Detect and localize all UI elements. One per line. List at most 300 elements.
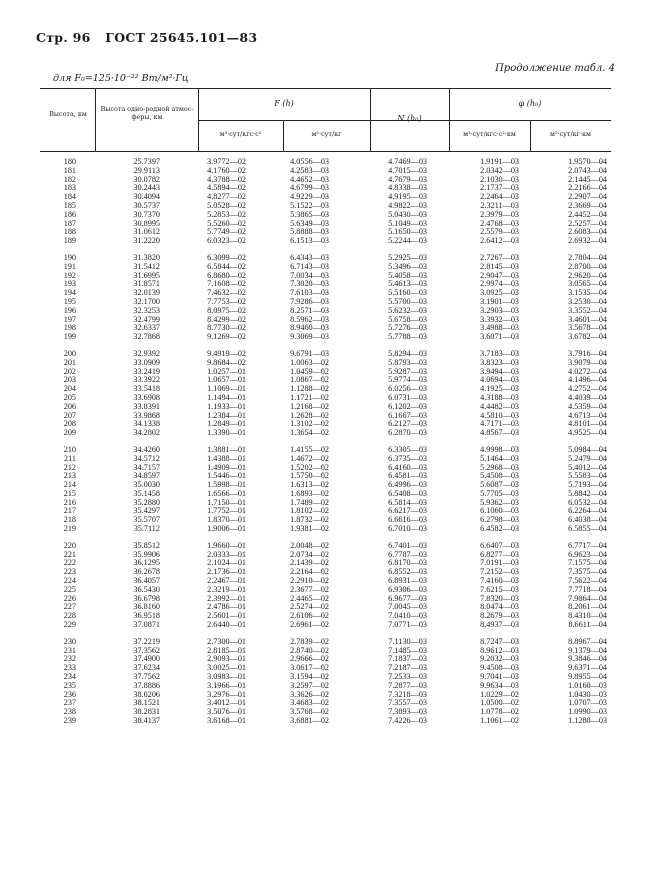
phi-unit2-cell: 7.9864—04	[568, 593, 607, 603]
phi-unit1-cell: 3.0925—03	[480, 288, 519, 298]
n-cell: 6.8552—03	[388, 567, 427, 577]
n-cell: 6.7787—03	[388, 549, 427, 559]
phi-unit1-cell: 3.8323—03	[480, 357, 519, 367]
phi-unit2-cell: 2.2166—04	[568, 183, 607, 193]
phi-unit1-cell: 2.7267—03	[480, 252, 519, 262]
uniform-height-cell: 33.2419	[133, 366, 160, 376]
table-row	[40, 333, 611, 342]
phi-unit1-cell: 9.2032—03	[480, 654, 519, 664]
f-unit2-cell: 3.0617—02	[290, 663, 329, 673]
uniform-height-cell: 30.0782	[133, 174, 160, 184]
uniform-height-cell: 31.8571	[133, 279, 160, 289]
f-unit1-cell: 5.7749—02	[207, 227, 246, 237]
phi-unit1-cell: 2.5579—03	[480, 227, 519, 237]
phi-unit2-cell: 4.5359—04	[568, 401, 607, 411]
phi-unit1-cell: 8.4937—03	[480, 620, 519, 630]
uniform-height-cell: 30.2443	[133, 183, 160, 193]
phi-unit1-cell: 4.4482—03	[480, 401, 519, 411]
f-unit1-cell: 1.0657—01	[207, 375, 246, 385]
f-unit2-cell: 1.5202—02	[290, 462, 329, 472]
phi-unit1-cell: 4.9998—03	[480, 444, 519, 454]
f-unit2-cell: 7.9286—03	[290, 296, 329, 306]
table-header-rule	[40, 151, 611, 152]
phi-unit2-cell: 5.2479—04	[568, 453, 607, 463]
n-cell: 5.2244—03	[388, 236, 427, 246]
n-cell: 4.9822—03	[388, 200, 427, 210]
n-cell: 5.9774—03	[388, 375, 427, 385]
uniform-height-cell: 33.5418	[133, 384, 160, 394]
uniform-height-cell: 32.1700	[133, 296, 160, 306]
phi-unit1-cell: 2.3979—03	[480, 209, 519, 219]
phi-unit2-cell: 7.5622—04	[568, 576, 607, 586]
f-unit1-cell: 6.8680—02	[207, 270, 246, 280]
phi-unit1-cell: 4.8567—03	[480, 428, 519, 438]
f-unit1-cell: 1.3881—01	[207, 444, 246, 454]
f-unit1-cell: 3.0025—01	[207, 663, 246, 673]
n-cell: 5.1049—03	[388, 218, 427, 228]
height-cell: 201	[63, 357, 76, 367]
phi-unit2-cell: 8.6611—04	[568, 620, 607, 630]
f-unit1-cell: 5.0528—02	[207, 200, 246, 210]
n-cell: 5.5700—03	[388, 296, 427, 306]
n-cell: 6.7010—03	[388, 524, 427, 534]
f-unit2-cell: 4.9229—03	[290, 192, 329, 202]
n-cell: 4.8338—03	[388, 183, 427, 193]
phi-unit1-cell: 2.4768—03	[480, 218, 519, 228]
uniform-height-cell: 37.0871	[133, 620, 160, 630]
uniform-height-cell: 34.4260	[133, 444, 160, 454]
f-unit2-cell: 9.6791—03	[290, 348, 329, 358]
f-unit1-cell: 7.7753—02	[207, 296, 246, 306]
f-unit1-cell: 1.4909—01	[207, 462, 246, 472]
uniform-height-cell: 30.8995	[133, 218, 160, 228]
height-cell: 213	[63, 471, 76, 481]
uniform-height-cell: 33.3922	[133, 375, 160, 385]
phi-unit2-cell: 6.2264—04	[568, 506, 607, 516]
phi-unit1-cell: 3.2903—03	[480, 305, 519, 315]
f-unit1-cell: 1.6566—01	[207, 488, 246, 498]
phi-unit2-cell: 6.5855—04	[568, 524, 607, 534]
n-cell: 6.9306—03	[388, 584, 427, 594]
height-cell: 199	[63, 332, 76, 342]
f-unit2-cell: 3.5768—02	[290, 707, 329, 717]
header-f: F (h)	[274, 99, 294, 108]
n-cell: 6.4581—03	[388, 471, 427, 481]
f-unit2-cell: 5.1522—03	[290, 200, 329, 210]
f-unit2-cell: 2.0048—02	[290, 540, 329, 550]
height-cell: 233	[63, 663, 76, 673]
phi-unit1-cell: 1.0229—02	[480, 689, 519, 699]
phi-unit1-cell: 9.7041—03	[480, 672, 519, 682]
phi-unit1-cell: 4.7171—03	[480, 419, 519, 429]
phi-unit1-cell: 6.6407—03	[480, 540, 519, 550]
uniform-height-cell: 34.2802	[133, 428, 160, 438]
phi-unit1-cell: 9.4508—03	[480, 663, 519, 673]
phi-unit1-cell: 3.9494—03	[480, 366, 519, 376]
f-unit2-cell: 1.1288—02	[290, 384, 329, 394]
phi-unit1-cell: 6.8277—03	[480, 549, 519, 559]
f-unit1-cell: 2.1024—01	[207, 558, 246, 568]
f-unit1-cell: 5.2853—02	[207, 209, 246, 219]
f-unit2-cell: 5.3865—03	[290, 209, 329, 219]
uniform-height-cell: 37.2219	[133, 636, 160, 646]
f-unit1-cell: 3.5076—01	[207, 707, 246, 717]
phi-unit1-cell: 3.6071—03	[480, 332, 519, 342]
f-unit1-cell: 2.1736—01	[207, 567, 246, 577]
n-cell: 5.7788—03	[388, 332, 427, 342]
height-cell: 197	[63, 314, 76, 324]
n-cell: 7.3893—03	[388, 707, 427, 717]
f-unit1-cell: 6.0323—02	[207, 236, 246, 246]
f-unit1-cell: 1.7752—01	[207, 506, 246, 516]
phi-unit2-cell: 4.1496—04	[568, 375, 607, 385]
phi-unit1-cell: 1.9191—03	[480, 157, 519, 166]
f-unit1-cell: 1.5998—01	[207, 480, 246, 490]
header-phi-unit2: м²·сут/кг·км	[550, 130, 591, 138]
uniform-height-cell: 38.4137	[133, 716, 160, 726]
height-cell: 207	[63, 410, 76, 420]
phi-unit2-cell: 4.9525—04	[568, 428, 607, 438]
f-unit1-cell: 2.9093—01	[207, 654, 246, 664]
n-cell: 5.2925—03	[388, 252, 427, 262]
f-unit1-cell: 1.1494—01	[207, 392, 246, 402]
height-cell: 182	[63, 174, 76, 184]
height-cell: 216	[63, 497, 76, 507]
f-unit1-cell: 3.0983—01	[207, 672, 246, 682]
phi-unit2-cell: 2.1445—04	[568, 174, 607, 184]
height-cell: 185	[63, 200, 76, 210]
height-cell: 229	[63, 620, 76, 630]
f-unit2-cell: 1.6893—02	[290, 488, 329, 498]
f-unit2-cell: 5.6349—03	[290, 218, 329, 228]
f-unit1-cell: 1.9006—01	[207, 524, 246, 534]
phi-unit2-cell: 2.3669—04	[568, 200, 607, 210]
uniform-height-cell: 36.6798	[133, 593, 160, 603]
n-cell: 6.2870—03	[388, 428, 427, 438]
n-cell: 7.4226—03	[388, 716, 427, 726]
n-cell: 4.7679—03	[388, 174, 427, 184]
phi-unit2-cell: 4.2752—04	[568, 384, 607, 394]
f-unit1-cell: 1.4388—01	[207, 453, 246, 463]
n-cell: 7.2187—03	[388, 663, 427, 673]
height-cell: 180	[63, 157, 76, 166]
n-cell: 6.5814—03	[388, 497, 427, 507]
height-cell: 183	[63, 183, 76, 193]
header-height: Высота, км	[49, 110, 87, 118]
n-cell: 4.7015—03	[388, 165, 427, 175]
uniform-height-cell: 31.0612	[133, 227, 160, 237]
phi-unit2-cell: 3.1535—04	[568, 288, 607, 298]
height-cell: 237	[63, 698, 76, 708]
height-cell: 226	[63, 593, 76, 603]
f-unit2-cell: 3.4683—02	[290, 698, 329, 708]
phi-unit1-cell: 8.9612—03	[480, 645, 519, 655]
n-cell: 6.2127—03	[388, 419, 427, 429]
height-cell: 189	[63, 236, 76, 246]
phi-unit2-cell: 5.5583—04	[568, 471, 607, 481]
phi-unit2-cell: 4.4039—04	[568, 392, 607, 402]
f-unit2-cell: 3.2597—02	[290, 680, 329, 690]
n-cell: 5.0430—03	[388, 209, 427, 219]
f-unit1-cell: 1.2384—01	[207, 410, 246, 420]
f-unit2-cell: 2.4465—02	[290, 593, 329, 603]
uniform-height-cell: 38.2831	[133, 707, 160, 717]
f-unit2-cell: 1.5750—02	[290, 471, 329, 481]
f-unit2-cell: 7.6103—03	[290, 288, 329, 298]
table-row	[40, 717, 611, 726]
uniform-height-cell: 35.8512	[133, 540, 160, 550]
uniform-height-cell: 35.0030	[133, 480, 160, 490]
height-cell: 225	[63, 584, 76, 594]
uniform-height-cell: 31.2220	[133, 236, 160, 246]
height-cell: 236	[63, 689, 76, 699]
f-unit2-cell: 1.1721—02	[290, 392, 329, 402]
f-unit1-cell: 2.7300—01	[207, 636, 246, 646]
uniform-height-cell: 35.9906	[133, 549, 160, 559]
phi-unit2-cell: 2.0743—04	[568, 165, 607, 175]
f-unit1-cell: 2.5601—01	[207, 611, 246, 621]
f-unit1-cell: 2.6440—01	[207, 620, 246, 630]
uniform-height-cell: 38.1521	[133, 698, 160, 708]
n-cell: 6.6217—03	[388, 506, 427, 516]
height-cell: 186	[63, 209, 76, 219]
row-group	[40, 350, 611, 438]
uniform-height-cell: 33.0909	[133, 357, 160, 367]
uniform-height-cell: 37.7562	[133, 672, 160, 682]
f-unit2-cell: 1.8102—02	[290, 506, 329, 516]
height-cell: 218	[63, 515, 76, 525]
uniform-height-cell: 36.4057	[133, 576, 160, 586]
f-unit1-cell: 1.1069—01	[207, 384, 246, 394]
f-unit1-cell: 1.3390—01	[207, 428, 246, 438]
n-cell: 6.4160—03	[388, 462, 427, 472]
uniform-height-cell: 32.7868	[133, 332, 160, 342]
height-cell: 212	[63, 462, 76, 472]
height-cell: 217	[63, 506, 76, 516]
f-unit2-cell: 3.3626—02	[290, 689, 329, 699]
page-header	[36, 30, 267, 45]
uniform-height-cell: 36.2678	[133, 567, 160, 577]
uniform-height-cell: 37.4900	[133, 654, 160, 664]
phi-unit2-cell: 1.1280—03	[568, 716, 607, 726]
phi-unit2-cell: 1.0160—03	[568, 680, 607, 690]
f-unit2-cell: 1.6313—02	[290, 480, 329, 490]
height-cell: 196	[63, 305, 76, 315]
height-cell: 234	[63, 672, 76, 682]
f-unit2-cell: 4.0556—03	[290, 157, 329, 166]
height-cell: 238	[63, 707, 76, 717]
n-cell: 6.8170—03	[388, 558, 427, 568]
uniform-height-cell: 32.3253	[133, 305, 160, 315]
n-cell: 5.6232—03	[388, 305, 427, 315]
f-unit1-cell: 1.9660—01	[207, 540, 246, 550]
row-group	[40, 254, 611, 342]
height-cell: 228	[63, 611, 76, 621]
phi-unit1-cell: 5.1464—03	[480, 453, 519, 463]
f-unit2-cell: 1.2628—02	[290, 410, 329, 420]
n-cell: 6.6616—03	[388, 515, 427, 525]
col-divider	[198, 88, 199, 151]
uniform-height-cell: 31.3820	[133, 252, 160, 262]
f-unit2-cell: 6.7143—03	[290, 261, 329, 271]
phi-unit1-cell: 7.0191—03	[480, 558, 519, 568]
uniform-height-cell: 38.0206	[133, 689, 160, 699]
phi-unit2-cell: 9.8955—04	[568, 672, 607, 682]
header-phi-unit1: м³·сут/кгс·с²·км	[463, 130, 516, 138]
f-unit1-cell: 6.3099—02	[207, 252, 246, 262]
phi-unit1-cell: 6.2798—03	[480, 515, 519, 525]
f-unit2-cell: 1.4155—02	[290, 444, 329, 454]
height-cell: 181	[63, 165, 76, 175]
phi-unit1-cell: 5.9362—03	[480, 497, 519, 507]
table-row	[40, 237, 611, 246]
phi-unit2-cell: 3.9079—04	[568, 357, 607, 367]
phi-unit1-cell: 4.1925—03	[480, 384, 519, 394]
f-unit2-cell: 4.6799—03	[290, 183, 329, 193]
uniform-height-cell: 30.5737	[133, 200, 160, 210]
uniform-height-cell: 32.6337	[133, 323, 160, 333]
header-f-unit1: м³·сут/кгс·с²	[219, 130, 262, 138]
f-unit1-cell: 2.0333—01	[207, 549, 246, 559]
f-unit1-cell: 1.1933—01	[207, 401, 246, 411]
f-unit1-cell: 2.4786—01	[207, 602, 246, 612]
header-phi: φ (h₀)	[518, 99, 542, 108]
height-cell: 220	[63, 540, 76, 550]
f-unit1-cell: 6.5844—02	[207, 261, 246, 271]
phi-unit1-cell: 6.1060—03	[480, 506, 519, 516]
n-cell: 5.4058—03	[388, 270, 427, 280]
phi-unit1-cell: 2.6412—03	[480, 236, 519, 246]
uniform-height-cell: 33.9868	[133, 410, 160, 420]
n-cell: 5.9287—03	[388, 366, 427, 376]
f-unit1-cell: 3.1966—01	[207, 680, 246, 690]
phi-unit2-cell: 5.8842—04	[568, 488, 607, 498]
uniform-height-cell: 31.6995	[133, 270, 160, 280]
uniform-height-cell: 33.8391	[133, 401, 160, 411]
phi-unit1-cell: 5.7705—03	[480, 488, 519, 498]
f-unit2-cell: 2.2910—02	[290, 576, 329, 586]
phi-unit2-cell: 3.7916—04	[568, 348, 607, 358]
height-cell: 208	[63, 419, 76, 429]
phi-unit1-cell: 4.5810—03	[480, 410, 519, 420]
f-unit2-cell: 6.1513—03	[290, 236, 329, 246]
f-unit2-cell: 5.8888—03	[290, 227, 329, 237]
height-cell: 195	[63, 296, 76, 306]
n-cell: 5.3496—03	[388, 261, 427, 271]
height-cell: 230	[63, 636, 76, 646]
f-unit2-cell: 1.2168—02	[290, 401, 329, 411]
height-cell: 198	[63, 323, 76, 333]
f-unit2-cell: 2.8740—02	[290, 645, 329, 655]
f-unit2-cell: 2.0734—02	[290, 549, 329, 559]
f-unit2-cell: 6.4343—03	[290, 252, 329, 262]
n-cell: 6.9677—03	[388, 593, 427, 603]
uniform-height-cell: 37.3562	[133, 645, 160, 655]
f-unit2-cell: 1.7489—02	[290, 497, 329, 507]
uniform-height-cell: 35.7112	[133, 524, 160, 534]
phi-unit2-cell: 6.7717—04	[568, 540, 607, 550]
phi-unit1-cell: 5.2968—03	[480, 462, 519, 472]
n-cell: 5.5160—03	[388, 288, 427, 298]
height-cell: 194	[63, 288, 76, 298]
n-cell: 4.7469—03	[388, 157, 427, 166]
height-cell: 184	[63, 192, 76, 202]
phi-unit1-cell: 1.1061—02	[480, 716, 519, 726]
phi-unit2-cell: 5.4012—04	[568, 462, 607, 472]
phi-unit2-cell: 6.9623—04	[568, 549, 607, 559]
f-unit2-cell: 2.7839—02	[290, 636, 329, 646]
phi-unit2-cell: 1.0707—03	[568, 698, 607, 708]
f-unit2-cell: 7.3020—03	[290, 279, 329, 289]
header-n: N (h₀)	[397, 114, 422, 123]
n-cell: 5.8294—03	[388, 348, 427, 358]
uniform-height-cell: 35.2880	[133, 497, 160, 507]
n-cell: 6.4996—03	[388, 480, 427, 490]
phi-unit1-cell: 3.1901—03	[480, 296, 519, 306]
uniform-height-cell: 35.4297	[133, 506, 160, 516]
n-cell: 5.1650—03	[388, 227, 427, 237]
f-unit1-cell: 1.8370—01	[207, 515, 246, 525]
phi-unit1-cell: 2.8145—03	[480, 261, 519, 271]
f-unit1-cell: 9.1269—02	[207, 332, 246, 342]
f-unit1-cell: 8.0975—02	[207, 305, 246, 315]
f-unit2-cell: 1.3102—02	[290, 419, 329, 429]
f-unit1-cell: 8.4299—02	[207, 314, 246, 324]
n-cell: 5.7276—03	[388, 323, 427, 333]
table-body	[40, 158, 611, 734]
phi-unit2-cell: 8.8967—04	[568, 636, 607, 646]
n-cell: 7.3218—03	[388, 689, 427, 699]
phi-unit2-cell: 2.6083—04	[568, 227, 607, 237]
f-unit2-cell: 1.9381—02	[290, 524, 329, 534]
uniform-height-cell: 30.7370	[133, 209, 160, 219]
table-row	[40, 525, 611, 534]
f-unit1-cell: 3.6168—01	[207, 716, 246, 726]
f-unit1-cell: 7.1608—02	[207, 279, 246, 289]
f-unit2-cell: 8.2571—03	[290, 305, 329, 315]
phi-unit1-cell: 2.2464—03	[480, 192, 519, 202]
f-unit2-cell: 2.6961—02	[290, 620, 329, 630]
height-cell: 200	[63, 348, 76, 358]
height-cell: 222	[63, 558, 76, 568]
height-cell: 192	[63, 270, 76, 280]
phi-unit1-cell: 2.9974—03	[480, 279, 519, 289]
uniform-height-cell: 36.9518	[133, 611, 160, 621]
uniform-height-cell: 36.5430	[133, 584, 160, 594]
phi-unit1-cell: 8.2679—03	[480, 611, 519, 621]
phi-unit1-cell: 7.4160—03	[480, 576, 519, 586]
height-cell: 227	[63, 602, 76, 612]
height-cell: 235	[63, 680, 76, 690]
f-unit1-cell: 8.7730—02	[207, 323, 246, 333]
uniform-height-cell: 34.8597	[133, 471, 160, 481]
f-unit1-cell: 4.8277—02	[207, 192, 246, 202]
f-unit2-cell: 2.2164—02	[290, 567, 329, 577]
n-cell: 6.3735—03	[388, 453, 427, 463]
n-cell: 7.0771—03	[388, 620, 427, 630]
n-cell: 7.2877—03	[388, 680, 427, 690]
n-cell: 7.2533—03	[388, 672, 427, 682]
n-cell: 7.1837—03	[388, 654, 427, 664]
phi-unit1-cell: 3.7183—03	[480, 348, 519, 358]
n-cell: 7.0410—03	[388, 611, 427, 621]
phi-unit2-cell: 5.0984—04	[568, 444, 607, 454]
f-unit1-cell: 1.2849—01	[207, 419, 246, 429]
uniform-height-cell: 34.1338	[133, 419, 160, 429]
phi-unit2-cell: 3.6782—04	[568, 332, 607, 342]
height-cell: 188	[63, 227, 76, 237]
phi-unit1-cell: 5.4508—03	[480, 471, 519, 481]
